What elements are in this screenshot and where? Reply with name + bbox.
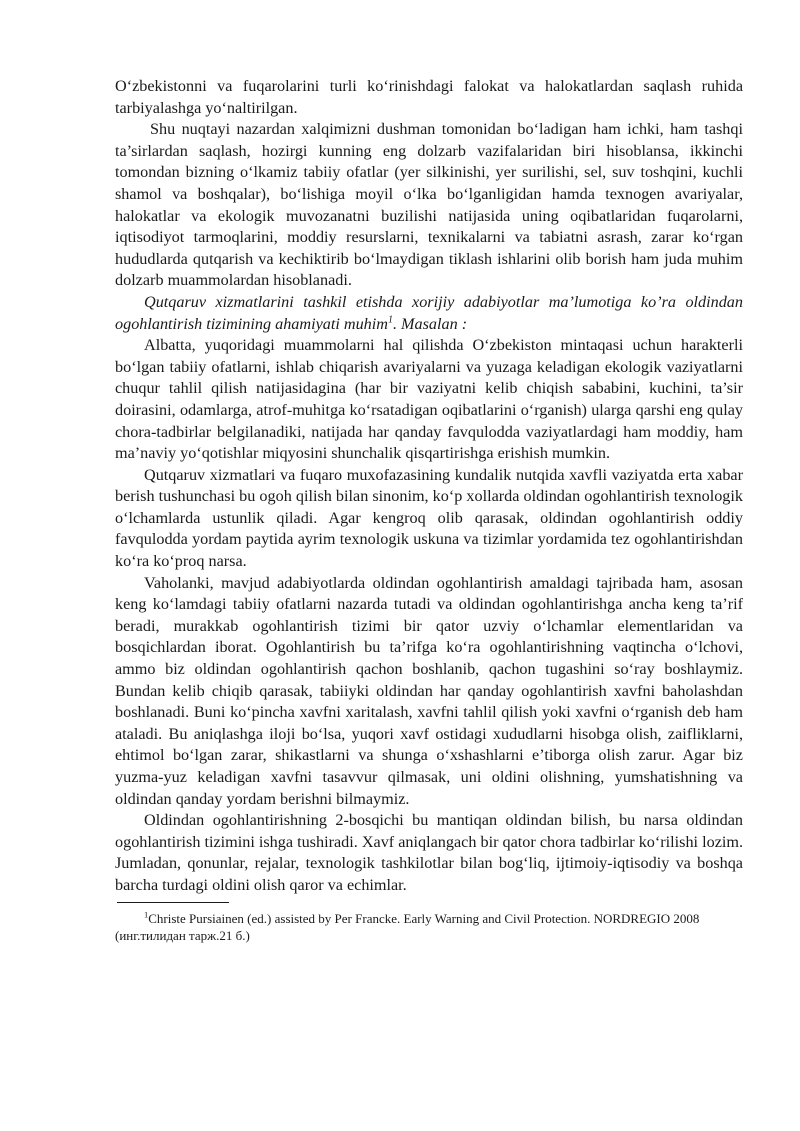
paragraph-intro: O‘zbekistonni va fuqarolarini turli ko‘rinishdagi falokat va halokatlardan saqlash ruhida tarbiyalashga yo‘naltirilgan. xyxy=(115,77,743,117)
paragraph-italic-heading xyxy=(115,292,743,335)
document-page xyxy=(115,76,743,944)
footnote-mark: 1 xyxy=(144,909,149,920)
footnote-text: Christe Pursiainen (ed.) assisted by Per Francke. Early Warning and Civil Protection. NORDREGIO 2008 (инг.тилидан тарж.21 б.) xyxy=(115,910,700,943)
paragraph-analysis: Albatta, yuqoridagi muammolarni hal qilishda O‘zbekiston mintaqasi uchun harakterli bo‘lgan tabiiy ofatlarni, ishlab chiqarish avariyalarni va yuzaga keladigan ekologik vaziyatlarni chuqur tahlil qilish natijasidagina (har bir vaziyatni kelib chiqish sababini, kuchini, ta’sir doirasini, odamlarga, atrof-muhitga ko‘rsatadigan oqibatlarini o‘rganish) ularga qarshi eng qulay chora-tadbirlar belgilanadiki, natijada har qanday favqulodda vaziyatlardagi ham moddiy, ham ma’naviy yo‘qotishlar miqyosini shunchalik qisqartirishga erishish mumkin. xyxy=(115,336,743,463)
footnote-separator xyxy=(117,902,229,903)
footnote-reference: 1 xyxy=(387,314,393,326)
italic-heading-text: Qutqaruv xizmatlarini tashkil etishda xorijiy adabiyotlar ma’lumotiga ko’ra oldindan ogohlantirish tizimining ahamiyati muhim xyxy=(115,292,743,333)
paragraph-literature: Vaholanki, mavjud adabiyotlarda oldindan ogohlantirish amaldagi tajribada ham, asosan keng ko‘lamdagi tabiiy ofatlarni nazarda tutadi va oldindan ogohlantirishga ancha keng ta’rif beradi, murakkab ogohlantirish tizimi bir qator uzviy o‘lchamlar elementlaridan va bosqichlardan iborat. Ogohlantirish bu ta’rifga ko‘ra ogohlantirishning vaqtincha o‘lchovi, ammo biz oldindan ogohlantirish qachon boshlanib, qachon tugashini so‘ray boshlaymiz. Bundan kelib chiqib qarasak, tabiiyki oldindan har qanday ogohlantirish xavfni baholashdan boshlanadi. Buni ko‘pincha xavfni xaritalash, xavfni tahlil qilish yoki xavfni o‘rganish deb ham ataladi. Bu aniqlashga iloji bo‘lsa, yuqori xavf ostidagi xududlarni hisobga olish, zaifliklarni, ehtimol bo‘lgan zarar, shikastlarni va shunga o‘xshashlarni e’tiborga olish zarur. Agar biz yuzma-yuz keladigan xavfni tasavvur qilmasak, uni oldini olishning, yumshatishning va oldindan qanday yordam berishni bilmaymiz. xyxy=(115,573,743,808)
paragraph-rescue-services: Qutqaruv xizmatlari va fuqaro muxofazasining kundalik nutqida xavfli vaziyatda erta xabar berish tushunchasi bu ogoh qilish bilan sinonim, ko‘p xollarda oldindan ogohlantirish texnologik o‘lchamlarda ustunlik qiladi. Agar kengroq olib qarasak, oldindan ogohlantirish oddiy favqulodda yordam paytida ayrim texnologik uskuna va tizimlar yordamida tez ogohlantirishdan ko‘ra ko‘proq narsa. xyxy=(115,465,743,571)
paragraph-second-stage: Oldindan ogohlantirishning 2-bosqichi bu mantiqan oldindan bilish, bu narsa oldindan ogohlantirish tizimini ishga tushiradi. Xavf aniqlangach bir qator chora tadbirlar ko‘rilishi lozim. Jumladan, qonunlar, rejalar, texnologik tashkilotlar bilan bog‘liq, ijtimoiy-iqtisodiy va boshqa barcha turdagi oldini olish qaror va echimlar. xyxy=(115,811,744,894)
italic-heading-tail: . Masalan : xyxy=(392,314,468,333)
paragraph-problems: Shu nuqtayi nazardan xalqimizni dushman tomonidan bo‘ladigan ham ichki, ham tashqi ta’sirlardan saqlash, hozirgi kunning eng dolzarb vazifalaridan biri hisoblansa, ikkinchi tomondan bizning o‘lkamiz tabiiy ofatlar (yer silkinishi, yer surilishi, sel, suv toshqini, kuchli shamol va boshqalar), bo‘lishiga moyil o‘lka bo‘lganligidan hamda texnogen avariyalar, halokatlar va ekologik muvozanatni buzilishi natijasida uning oqibatlaridan fuqarolarni, iqtisodiyot tarmoqlarini, moddiy resurslarni, texnikalarni va tabiatni asrash, zarar ko‘rgan hududlarda qutqarish va kechiktirib bo‘lmaydigan tiklash ishlarini olib borish ham juda muhim dolzarb muammolardan hisoblanadi. xyxy=(115,120,743,290)
footnote xyxy=(115,910,743,944)
